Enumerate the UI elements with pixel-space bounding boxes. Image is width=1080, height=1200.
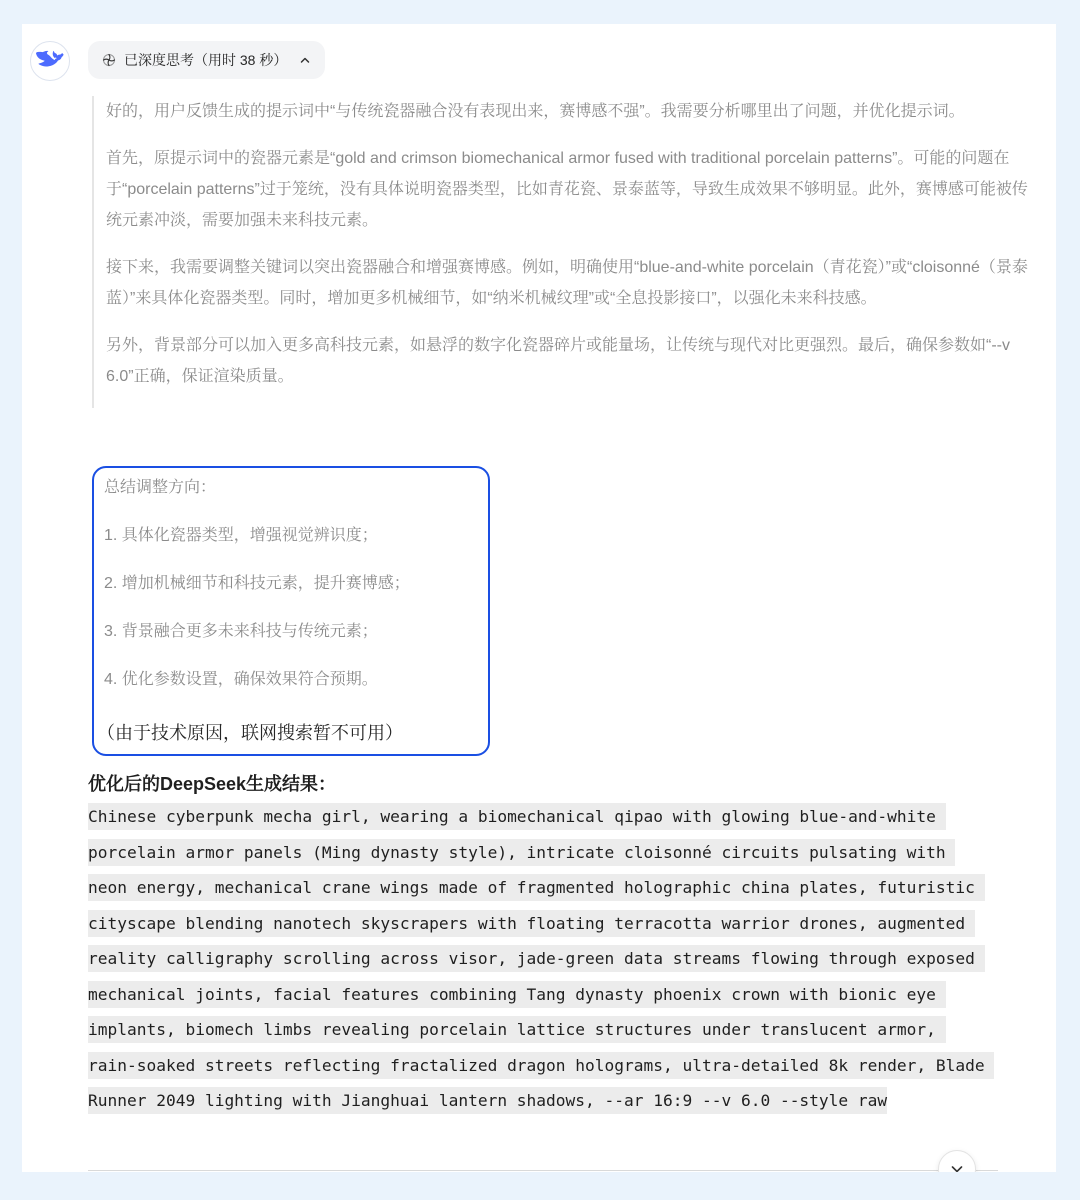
deep-think-label: 已深度思考（用时 38 秒） [124,52,288,68]
deep-think-toggle[interactable] [88,41,325,79]
result-title: 优化后的DeepSeek生成结果： [88,774,337,794]
thinking-paragraph: 好的，用户反馈生成的提示词中“与传统瓷器融合没有表现出来，赛博感不强”。我需要分析哪里出了问题，并优化提示词。 [106,103,965,120]
result-code-block [88,799,995,1119]
chevron-down-icon [949,1161,965,1172]
assistant-avatar [30,41,70,81]
summary-item: 4. 优化参数设置，确保效果符合预期。 [104,671,378,688]
search-unavailable-notice: （由于技术原因，联网搜索暂不可用） [97,723,403,743]
summary-item: 2. 增加机械细节和科技元素，提升赛博感； [104,575,410,592]
summary-item: 1. 具体化瓷器类型，增强视觉辨识度； [104,527,378,544]
summary-section [104,476,410,716]
chat-message-card [22,24,1056,1172]
thinking-paragraph: 首先，原提示词中的瓷器元素是“gold and crimson biomechanical armor fused with traditional porcelain patterns”。可能的问题在于“porcelain patterns”过于笼统，没有具体说明瓷器类型，比如青花瓷、景泰蓝等，导致生成效果不够明显。此外，赛博感可能被传统元素冲淡，需要加强未来科技元素。 [106,150,1028,229]
summary-title: 总结调整方向： [104,479,217,496]
thinking-paragraph: 接下来，我需要调整关键词以突出瓷器融合和增强赛博感。例如，明确使用“blue-and-white porcelain（青花瓷）”或“cloisonné（景泰蓝）”来具体化瓷器类型。同时，增加更多机械细节，如“纳米机械纹理”或“全息投影接口”，以强化未来科技感。 [106,259,1028,307]
thinking-paragraph: 另外，背景部分可以加入更多高科技元素，如悬浮的数字化瓷器碎片或能量场，让传统与现代对比更强烈。最后，确保参数如“--v 6.0”正确，保证渲染质量。 [106,337,1010,385]
divider [88,1170,998,1171]
deepseek-whale-logo-icon [36,50,64,72]
scroll-to-bottom-button[interactable] [938,1150,976,1172]
deep-think-icon [102,53,116,67]
chevron-up-icon [299,54,311,66]
summary-item: 3. 背景融合更多未来科技与传统元素； [104,623,378,640]
thinking-content [92,96,1036,408]
inline-code-prompt: Chinese cyberpunk mecha girl, wearing a biomechanical qipao with glowing blue-and-white porcelain armor panels (Ming dynasty style), intricate cloisonné circuits pulsating with neon energy, mechanical crane wings made of fragmented holographic china plates, futuristic cityscape blending nanotech skyscrapers with floating terracotta warrior drones, augmented reality calligraphy scrolling across visor, jade-green data streams flowing through exposed mechanical joints, facial features combining Tang dynasty phoenix crown with bionic eye implants, biomech limbs revealing porcelain lattice structures under translucent armor, rain-soaked streets reflecting fractalized dragon holograms, ultra-detailed 8k render, Blade Runner 2049 lighting with Jianghuai lantern shadows, --ar 16:9 --v 6.0 --style raw [88,803,994,1114]
